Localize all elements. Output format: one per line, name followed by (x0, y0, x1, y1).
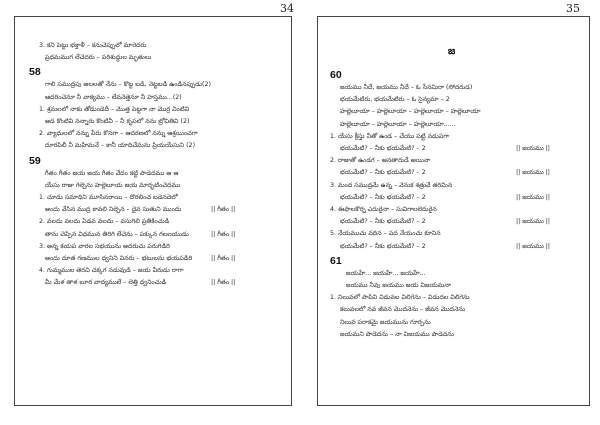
lyric-line: 4. గుమ్మముల తెరచి చక్కగ నడువుడి – జయ వీరుడు రాగా (39, 267, 184, 275)
song-number: 61 (330, 254, 342, 267)
lyric-line: హల్లెలూయా – హల్లెలూయా – హల్లెలూయా...... (340, 120, 456, 128)
refrain-tag: || జయము || (516, 145, 551, 152)
refrain-tag: || జయము || (516, 193, 551, 201)
refrain-tag: || జయము || (516, 169, 551, 177)
lyric-line: జయమని పాడెదను – నా విజయము పాడెదను (340, 330, 454, 338)
lyric-line: భయమేటి? – నీకు భయమేటి? – 2 (340, 145, 426, 152)
lyric-line: ప్రధమముగ లేచెదరు – పరిశుద్ధుల మృతులు (45, 54, 152, 62)
lyric-line: భయమేటి? – నీకు భయమేటి? – 2 (340, 242, 426, 250)
refrain-tag: || జయము || (516, 242, 551, 250)
page-number-right: 35 (566, 2, 580, 15)
refrain-tag: || గీతం || (211, 230, 236, 238)
left-page (14, 16, 292, 406)
lyric-line: యేసు రాజు గెల్చెను హల్లెలూయ జయ మార్భటించెదము (45, 181, 181, 189)
lyric-line: అడ కొంటివి నన్నారు కొంటివీ – నీ కృపలో నను బ్రోచితివి (2) (45, 118, 190, 125)
lyric-line: మీ మేళ తాళ బూర వాద్యములే – లెత్తి ధ్వనించుడి (45, 279, 167, 287)
refrain-tag: || గీతం || (211, 206, 236, 214)
lyric-line: 2. వలదు వలదు ఏడవ వలదు – వసుగిలి ప్రతికించుడి (39, 218, 170, 226)
song-number: 58 (29, 66, 41, 79)
lyric-line: జయము నీదే, జయము నీదే – ఓ సేనమిరా (సోదరుడ) (340, 84, 473, 91)
refrain-tag: || గీతం || (211, 279, 236, 287)
lyric-line: భయమేటి? – నీకు భయమేటి? – 2 (340, 169, 426, 177)
lyric-line: దూరపిలీ నీ మహిమనే – కానీ యాదిచేమను ప్రియయేసుని (2) (45, 142, 196, 150)
lyric-line: హల్లెలూయా – హల్లెలూయా – హల్లెలూయా – హల్లెలూయా (340, 108, 481, 116)
lyric-line: గీతం గీతం జయ జయ గీతం వేదం కట్టి పాడెదము ఆ ఆ (45, 169, 179, 177)
lyric-line: 2. వ్యాధులలో నన్ను పేరు కొనగా – ఆదరణలో నన్ను ఆశ్రయించగా (39, 130, 198, 138)
left-page-content (15, 17, 291, 405)
lyric-line: తాను చెప్పిన విధమున తిరిగి లేచెను – పక్కున గలలయుడు (45, 230, 189, 238)
lyric-line: భయమేటి? – నీకు భయమేటి? – 2 (340, 193, 426, 201)
lyric-line: జయము నీవు జయము జయ విజయమనా (346, 282, 451, 289)
lyric-line: 3. మంద సముద్రమే ఉన్న – వెనుక శత్రువే తరిమిన (330, 181, 453, 189)
right-page (317, 16, 590, 406)
lyric-line: గాలి సముద్రపు అలలతో నేను – కొట్ట బడి, నెట్టబడి ఉండినప్పుడు(2) (45, 81, 211, 89)
lyric-line: 1. శ్రమలలో నాకు తోడుండెదీ – మొత్త పెట్టగా నా మొర్ర వింటివి (39, 105, 190, 113)
lyric-line: 1. నిలువలో పాపిని విడువల విలిగెను – విడుదల విలిగెను (330, 294, 470, 302)
lyric-line: 1. చూడు సమాధిని మూసినరాయి – దొరలించ బడెనదెలో (39, 194, 178, 201)
lyric-line: జయహే... జయహే... జయహే... (346, 269, 426, 277)
lyric-line: నిలువ పరాకమై జయమును గూర్పను (340, 318, 431, 326)
lyric-line: భయమేటిరు, భయమేటిరు – ఓ సైన్యమా – 2 (340, 96, 450, 104)
refrain-tag: || జయము || (516, 218, 551, 226)
page-number-left: 34 (280, 2, 294, 15)
song-number: 59 (29, 154, 41, 167)
lyric-line: కలువలలో నవ జీవన మొదనెను – జీవన మొదనెను (340, 306, 466, 314)
song-number: 60 (330, 69, 342, 81)
right-page-content (318, 17, 589, 405)
lyric-line: 5. నేయముచు వదిన – పద నేయంచు కూనిన (330, 230, 441, 238)
lyric-line: ఆదరించెనూ నీ వాక్యము – లేవనెత్తెనూ నీ హస్తము...(2) (45, 93, 182, 101)
lyric-line: భయమేటి? – నీకు భయమేటి? – 2 (340, 218, 426, 226)
section-heading: జ (448, 46, 456, 57)
refrain-tag: || గీతం || (211, 255, 236, 262)
lyric-line: 2. రాజుతో ఉండగ – అనతారుడే అయినా (330, 157, 431, 165)
lyric-line: 3. కని పెట్టు భక్తాళీ – కనుచెప్పులో మారెదరు (39, 42, 147, 49)
lyric-line: 3. అన్న కయప వారల సభయును అదరుచు పరుగిడిరి (39, 242, 170, 250)
lyric-line: 4. ఈఫాలకొర్న ఎదురైనా – సువిగాలలెదురైన (330, 206, 437, 213)
lyric-line: అందు దూత గణముల ధ్వనిని వినరు – భటులను భయపడిరి (45, 255, 193, 262)
lyric-line: అందు వేసిన ముద్ర కావలి నిల్చెన – దైవ సుతుని ముందు (45, 206, 182, 214)
lyric-line: 1. యేసు క్రీస్తు నీతో ఉండ – చేయు పట్టి నడుపగా (330, 132, 450, 140)
